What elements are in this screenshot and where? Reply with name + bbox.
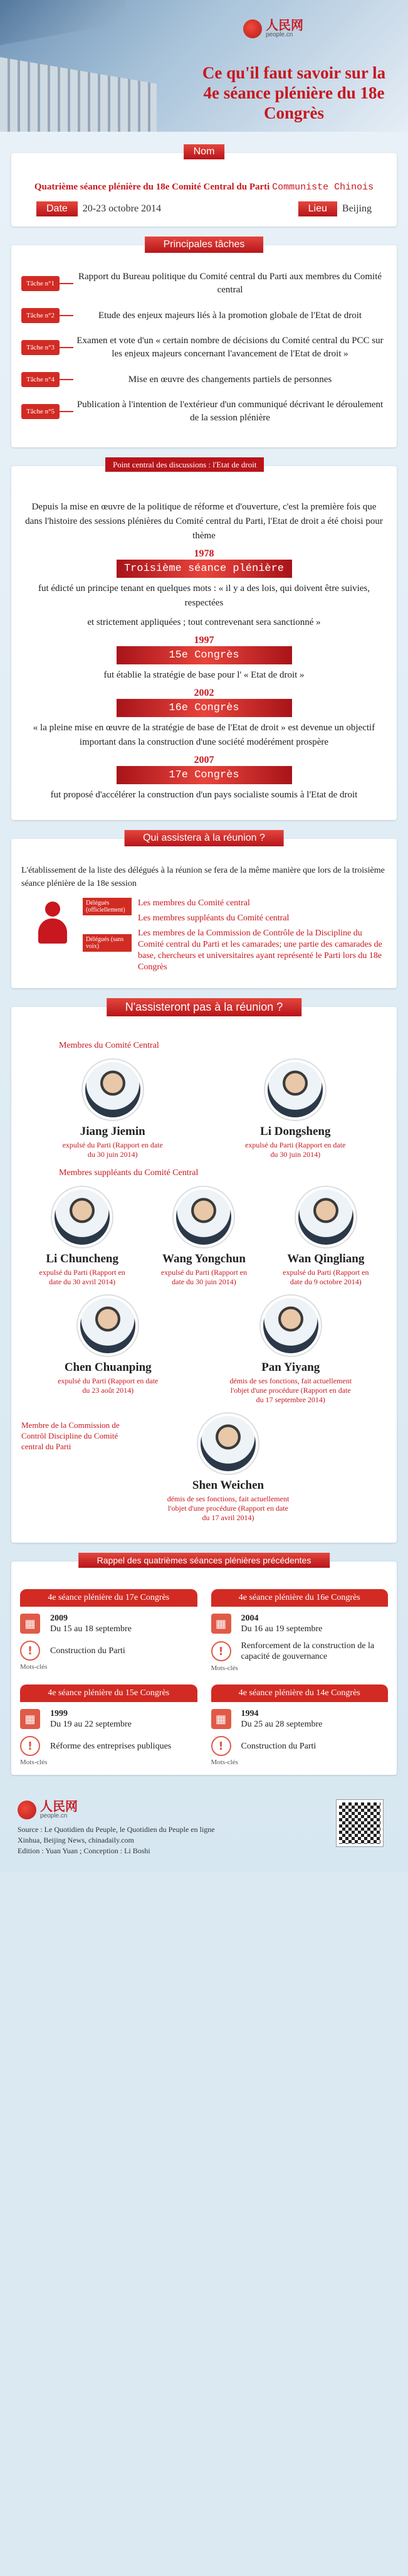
absent-title: N'assisteront pas à la réunion ? [107,998,302,1016]
task-item: Tâche n°1 Rapport du Bureau politique du Comité central du Parti aux membres du Comité central [21,270,387,297]
recall-title: Rappel des quatrièmes séances plénières précédentes [78,1553,330,1568]
qr-code-icon[interactable] [337,1800,383,1846]
milestone-1978: 1978 Troisième séance plénière [23,548,385,578]
person-card: Jiang Jiemin expulsé du Parti (Rapport en date du 30 juin 2014) [60,1060,166,1159]
attendance-title: Qui assistera à la réunion ? [124,830,284,846]
session-card: 4e séance plénière du 16e Congrès ▦ 2004 Du 16 au 19 septembre ! Renforcement de la construction de la capacité de gouvernance Mots-clés [211,1589,389,1672]
milestone-text: fut établie la stratégie de base pour l' « Etat de droit » [103,670,305,680]
nom-section [11,146,397,226]
footer-logo[interactable]: 人民网 people.cn [18,1800,390,1819]
banner [0,0,408,132]
timeline-title: Point central des discussions : l'Etat de droit [105,457,264,472]
exclamation-icon: ! [20,1736,40,1756]
portrait-photo [198,1413,258,1474]
timeline-intro: Depuis la mise en œuvre de la politique de réforme et d'ouverture, c'est la première fois que dans l'histoire des sessions plénières du Comité central du Parti, l'Etat de droit a été choisi pour thème [25,502,383,541]
task-item: Tâche n°4 Mise en œuvre des changements partiels de personnes [21,372,387,387]
exclamation-icon: ! [211,1641,231,1661]
absent-section [11,1001,397,1543]
nom-label: Nom [184,144,225,159]
source-text: Source : Le Quotidien du Peuple, le Quotidien du Peuple en ligne [18,1825,215,1834]
tasks-section [11,239,397,447]
calendar-icon: ▦ [211,1614,231,1634]
logo-sub: people.cn [266,31,293,38]
portrait-photo [265,1060,325,1120]
portrait-photo [174,1187,234,1247]
calendar-icon: ▦ [20,1709,40,1729]
page-title: Ce qu'il faut savoir sur la 4e séance plénière du 18e Congrès [202,63,386,122]
attendee-desc: Les membres de la Commission de Contrôle de la Discipline du Comité central du Parti et les camarades; une partie des camarades de base, chercheurs et universitaires ayant représenté le Parti lors du 18e Congrès [138,929,382,972]
portrait-photo [83,1060,143,1120]
footer [0,1789,408,1871]
date-field: Date 20-23 octobre 2014 [36,201,161,216]
people-logo[interactable] [243,19,303,38]
credits-text: Edition : Yuan Yuan ; Conception : Li Boshi [18,1846,150,1855]
attendee-desc: Les membres suppléants du Comité central [138,913,290,923]
building-image [0,0,125,56]
task-item: Tâche n°5 Publication à l'intention de l'extérieur d'un communiqué décrivant le déroulement de la session plénière [21,398,387,425]
source-text-2: Xinhua, Beijing News, chinadaily.com [18,1836,134,1844]
person-card: Wan Qingliang expulsé du Parti (Rapport en date du 9 octobre 2014) [279,1187,373,1287]
person-card: Li Chuncheng expulsé du Parti (Rapport en date du 30 avril 2014) [35,1187,129,1287]
portrait-photo [261,1296,321,1356]
milestone-1997: 1997 15e Congrès [23,635,385,664]
person-card: Shen Weichen démis de ses fonctions, fait actuellement l'objet d'une procédure (Rapport en date du 17 avril 2014) [165,1413,291,1523]
person-card: Pan Yiyang démis de ses fonctions, fait actuellement l'objet d'une procédure (Rapport en date du 17 septembre 2014) [228,1296,353,1405]
session-card: 4e séance plénière du 14e Congrès ▦ 1994 Du 25 au 28 septembre ! Construction du Parti Mots-clés [211,1685,389,1766]
delegates-novote-label: Délégués (sans voix) [83,934,132,952]
person-card: Chen Chuanping expulsé du Parti (Rapport en date du 23 août 2014) [55,1296,161,1405]
exclamation-icon: ! [20,1641,40,1661]
milestone-text: « la pleine mise en œuvre de la stratégie de base de l'Etat de droit » est devenue un objectif important dans la construction d'une société modérément prospère [33,723,375,747]
building-image-lower [0,25,157,132]
logo-icon [18,1801,36,1819]
person-card: Li Dongsheng expulsé du Parti (Rapport en date du 30 juin 2014) [242,1060,348,1159]
exclamation-icon: ! [211,1736,231,1756]
lieu-field: Lieu Beijing [298,201,372,216]
logo-text: 人民网 [266,18,303,33]
milestone-text: fut proposé d'accélérer la construction d'un pays socialiste soumis à l'Etat de droit [50,790,358,800]
task-item: Tâche n°2 Etude des enjeux majeurs liés à la promotion globale de l'Etat de droit [21,308,387,323]
attendance-intro: L'établissement de la liste des délégués à la réunion se fera de la même manière que lors de la troisième séance plénière de la 18e session [21,866,385,888]
milestone-2002: 2002 16e Congrès [23,688,385,717]
ccdi-label: Membre de la Commission de Contrôl Discipline du Comité central du Parti [21,1420,120,1451]
timeline-section [11,460,397,820]
subhead-members: Membres du Comité Central [59,1041,159,1050]
logo-icon [243,19,262,38]
task-item: Tâche n°3 Examen et vote d'un « certain nombre de décisions du Comité central du PCC sur les enjeux majeurs concernant l'avancement de l'Etat de droit » [21,334,387,361]
delegates-official-label: Délégués (officiellement) [83,898,132,915]
calendar-icon: ▦ [211,1709,231,1729]
portrait-photo [78,1296,138,1356]
attendee-desc: Les membres du Comité central [138,898,250,908]
tasks-title: Principales tâches [145,237,264,253]
milestone-text: fut édicté un principe tenant en quelques mots : « il y a des lois, qui doivent être suivies, respectées [38,583,370,608]
session-card: 4e séance plénière du 15e Congrès ▦ 1999 Du 19 au 22 septembre ! Réforme des entreprises publiques Mots-clés [20,1685,197,1766]
subhead-alternates: Membres suppléants du Comité Central [59,1168,199,1178]
calendar-icon: ▦ [20,1614,40,1634]
person-icon [34,898,71,948]
person-card: Wang Yongchun expulsé du Parti (Rapport en date du 30 juin 2014) [157,1187,251,1287]
milestone-text: et strictement appliquées ; tout contrevenant sera sanctionné » [87,617,321,627]
portrait-photo [52,1187,112,1247]
session-card: 4e séance plénière du 17e Congrès ▦ 2009 Du 15 au 18 septembre ! Construction du Parti Mots-clés [20,1589,197,1672]
milestone-2007: 2007 17e Congrès [23,755,385,784]
portrait-photo [296,1187,356,1247]
session-name: Quatrième séance plénière du 18e Comité Central du Parti Communiste Chinois [34,182,374,193]
attendance-section [11,833,397,988]
recall-section [11,1555,397,1775]
